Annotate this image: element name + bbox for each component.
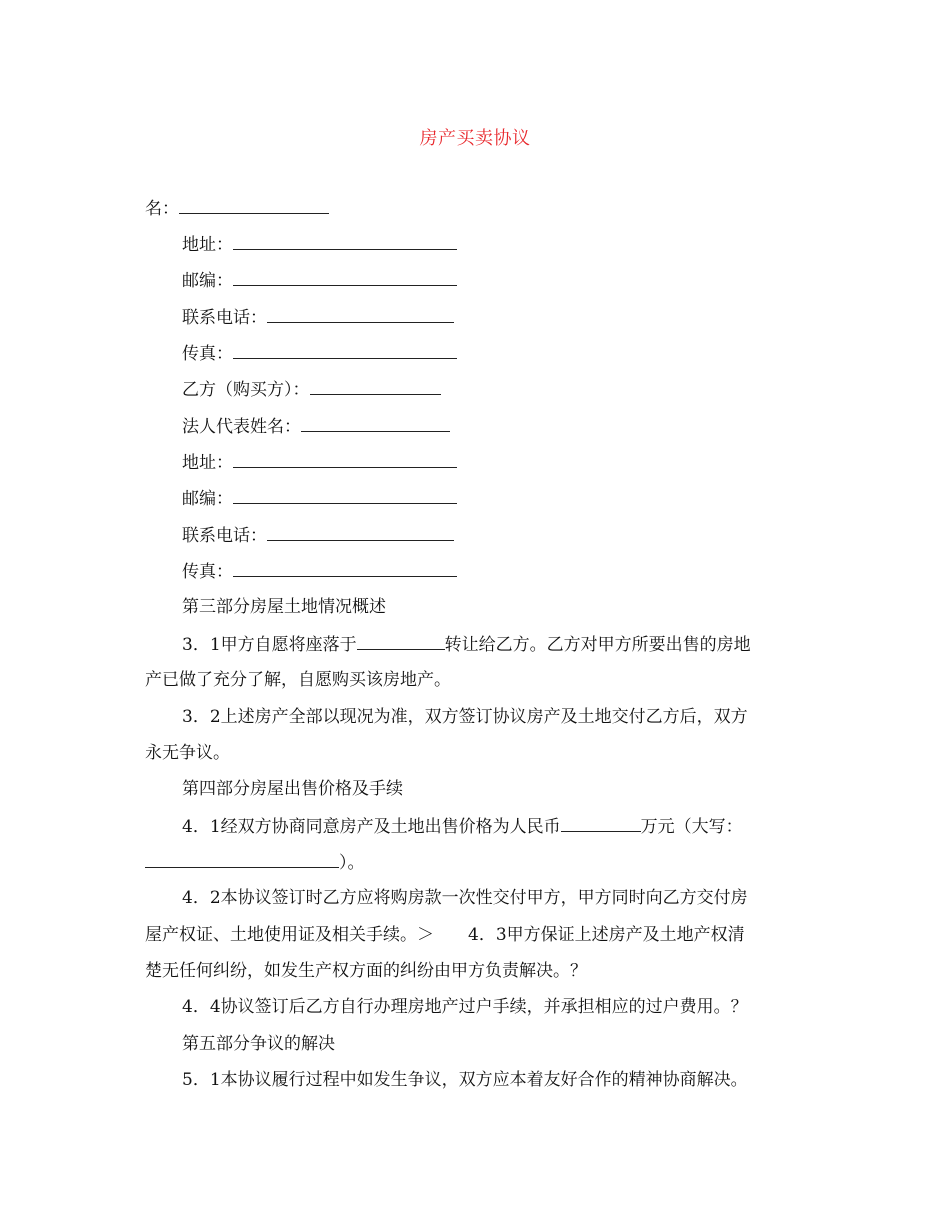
part4-clause4-line: 4．4协议签订后乙方自行办理房地产过户手续，并承担相应的过户费用。？ [182,997,748,1017]
buyer-postcode-line [182,487,457,510]
part4-clause1-line2 [145,851,365,874]
part4-clause2-line1: 4．2本协议签订时乙方应将购房款一次性交付甲方，甲方同时向乙方交付房 [182,888,748,908]
seller-postcode-blank[interactable] [233,269,457,286]
buyer-phone-line [182,524,454,547]
seller-postcode-label: 邮编： [182,271,233,291]
buyer-phone-label: 联系电话： [182,526,267,546]
buyer-party-line [182,378,441,401]
price-capital-blank[interactable] [145,851,339,868]
buyer-address-label: 地址： [182,453,233,473]
buyer-fax-label: 传真： [182,562,233,582]
seller-name-label: 名： [145,199,179,219]
buyer-postcode-blank[interactable] [233,487,457,504]
part3-clause1-text-a: 3．1甲方自愿将座落于 [182,635,357,655]
seller-fax-blank[interactable] [233,342,457,359]
buyer-address-line [182,451,457,474]
part3-clause1-line1 [182,633,751,656]
buyer-legal-rep-line [182,415,450,438]
seller-phone-blank[interactable] [267,306,454,323]
seller-name-blank[interactable] [179,197,329,214]
part3-clause2-line2: 永无争议。 [145,743,230,763]
seller-address-line [182,233,457,256]
price-amount-blank[interactable] [561,815,641,832]
buyer-postcode-label: 邮编： [182,489,233,509]
part3-clause1-line2: 产已做了充分了解，自愿购买该房地产。 [145,670,451,690]
part4-clause1-line1 [182,815,743,838]
buyer-party-label: 乙方（购买方）： [182,380,310,400]
part5-heading: 第五部分争议的解决 [182,1034,335,1054]
part5-clause1-line: 5．1本协议履行过程中如发生争议，双方应本着友好合作的精神协商解决。 [182,1070,748,1090]
part3-heading: 第三部分房屋土地情况概述 [182,597,386,617]
buyer-fax-line [182,560,457,583]
part4-heading: 第四部分房屋出售价格及手续 [182,779,403,799]
buyer-party-blank[interactable] [310,378,441,395]
seller-fax-label: 传真： [182,344,233,364]
buyer-legal-rep-blank[interactable] [301,415,450,432]
seller-postcode-line [182,269,457,292]
property-location-blank[interactable] [357,633,445,650]
buyer-fax-blank[interactable] [233,560,457,577]
part3-clause1-text-b: 转让给乙方。乙方对甲方所要出售的房地 [444,635,751,655]
part4-clause1-text-c: ）。 [339,853,365,873]
seller-name-line [145,197,329,220]
buyer-phone-blank[interactable] [267,524,454,541]
part4-clause1-text-b: 万元（大写： [640,817,743,837]
buyer-address-blank[interactable] [233,451,457,468]
seller-address-blank[interactable] [233,233,457,250]
part4-clause2-line2: 屋产权证、土地使用证及相关手续。＞ 4．3甲方保证上述房产及土地产权清 [145,925,745,945]
part3-clause2-line1: 3．2上述房产全部以现况为准，双方签订协议房产及土地交付乙方后，双方 [182,707,748,727]
seller-phone-label: 联系电话： [182,308,267,328]
seller-fax-line [182,342,457,365]
part4-clause3-line: 楚无任何纠纷，如发生产权方面的纠纷由甲方负责解决。？ [145,961,587,981]
part4-clause1-text-a: 4．1经双方协商同意房产及土地出售价格为人民币 [182,817,561,837]
seller-address-label: 地址： [182,235,233,255]
buyer-legal-rep-label: 法人代表姓名： [182,417,301,437]
seller-phone-line [182,306,454,329]
document-title: 房产买卖协议 [419,128,531,149]
